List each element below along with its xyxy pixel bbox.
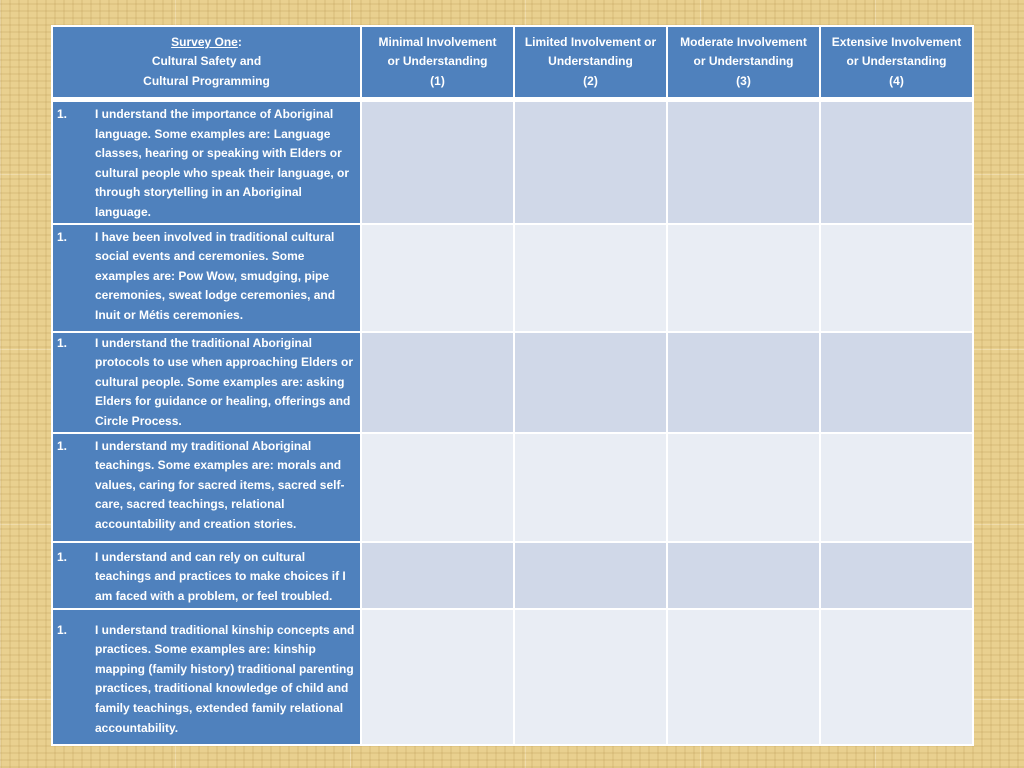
rating-cell-extensive[interactable]	[821, 434, 972, 541]
rating-cell-minimal[interactable]	[362, 434, 513, 541]
rating-cell-moderate[interactable]	[668, 610, 819, 744]
rating-cell-extensive[interactable]	[821, 333, 972, 432]
question-cell	[53, 102, 360, 223]
column-header-limited-score: (2)	[583, 73, 598, 88]
question-number: 1.	[57, 335, 68, 350]
column-header-extensive	[821, 27, 972, 100]
rating-cell-moderate[interactable]	[668, 333, 819, 432]
table-row	[53, 543, 972, 608]
header-row	[53, 27, 972, 100]
rating-cell-minimal[interactable]	[362, 102, 513, 223]
survey-title: Survey One	[171, 34, 238, 49]
question-number: 1.	[57, 549, 68, 564]
survey-subtitle-line1: Cultural Safety and	[151, 54, 262, 69]
question-text: I understand the importance of Aboriginal language. Some examples are: Language classes, hearing or speaking with Elders or cultural people who speak their language, or through storytelling in an Aboriginal language.	[95, 107, 350, 219]
table-row	[53, 225, 972, 331]
question-cell	[53, 610, 360, 744]
column-header-extensive-score: (4)	[889, 73, 904, 88]
rating-cell-minimal[interactable]	[362, 333, 513, 432]
question-number: 1.	[57, 229, 68, 244]
rating-cell-moderate[interactable]	[668, 434, 819, 541]
question-cell	[53, 543, 360, 608]
rating-cell-limited[interactable]	[515, 333, 666, 432]
question-cell	[53, 225, 360, 331]
column-header-minimal-score: (1)	[430, 73, 445, 88]
rating-cell-limited[interactable]	[515, 543, 666, 608]
column-header-moderate-label: Moderate Involvement or Understanding	[680, 34, 807, 69]
table-row	[53, 102, 972, 223]
rating-cell-limited[interactable]	[515, 610, 666, 744]
question-cell	[53, 333, 360, 432]
question-text: I understand traditional kinship concepts and practices. Some examples are: kinship mapping (family history) traditional parenting practices, traditional knowledge of child and family teachings, extended family relational accountability.	[95, 622, 355, 735]
rating-cell-moderate[interactable]	[668, 102, 819, 223]
column-header-moderate-score: (3)	[736, 73, 751, 88]
question-cell	[53, 434, 360, 541]
question-number: 1.	[57, 622, 68, 637]
column-header-minimal	[362, 27, 513, 100]
rating-cell-limited[interactable]	[515, 225, 666, 331]
table-row	[53, 610, 972, 744]
survey-title-cell	[53, 27, 360, 100]
question-text: I understand and can rely on cultural teachings and practices to make choices if I am faced with a problem, or feel troubled.	[95, 549, 346, 603]
survey-table	[51, 25, 974, 746]
survey-title-colon: :	[237, 34, 242, 49]
question-number: 1.	[57, 438, 68, 453]
rating-cell-moderate[interactable]	[668, 543, 819, 608]
column-header-minimal-label: Minimal Involvement or Understanding	[378, 34, 497, 69]
column-header-extensive-label: Extensive Involvement or Understanding	[831, 34, 962, 69]
table-row	[53, 434, 972, 541]
column-header-moderate	[668, 27, 819, 100]
rating-cell-moderate[interactable]	[668, 225, 819, 331]
rating-cell-extensive[interactable]	[821, 610, 972, 744]
rating-cell-extensive[interactable]	[821, 102, 972, 223]
question-text: I understand my traditional Aboriginal teachings. Some examples are: morals and values, caring for sacred items, sacred self-care, sacred teachings, relational accountability and creation stories.	[95, 438, 345, 531]
question-text: I have been involved in traditional cultural social events and ceremonies. Some examples are: Pow Wow, smudging, pipe ceremonies, sweat lodge ceremonies, and Inuit or Métis ceremonies.	[95, 229, 336, 322]
column-header-limited	[515, 27, 666, 100]
rating-cell-limited[interactable]	[515, 434, 666, 541]
survey-subtitle-line2: Cultural Programming	[143, 73, 270, 88]
question-number: 1.	[57, 107, 68, 121]
rating-cell-limited[interactable]	[515, 102, 666, 223]
question-text: I understand the traditional Aboriginal protocols to use when approaching Elders or cultural people. Some examples are: asking Elders for guidance or healing, offerings and Circle Process.	[95, 335, 354, 428]
rating-cell-extensive[interactable]	[821, 543, 972, 608]
rating-cell-extensive[interactable]	[821, 225, 972, 331]
column-header-limited-label: Limited Involvement or Understanding	[524, 34, 657, 69]
rating-cell-minimal[interactable]	[362, 610, 513, 744]
rating-cell-minimal[interactable]	[362, 225, 513, 331]
rating-cell-minimal[interactable]	[362, 543, 513, 608]
table-row	[53, 333, 972, 432]
